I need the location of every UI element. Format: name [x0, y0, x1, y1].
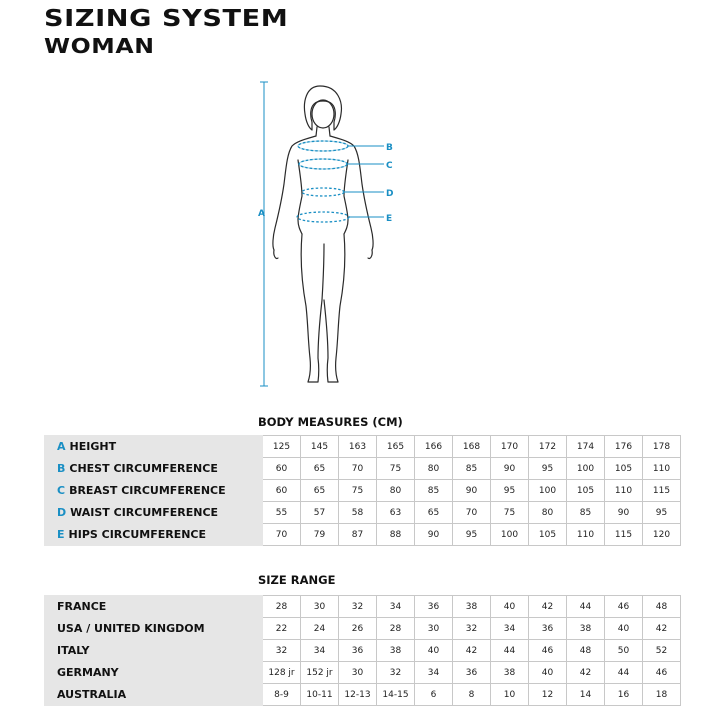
table-cell: 166	[415, 436, 453, 458]
table-cell: 95	[529, 458, 567, 480]
table-cell: 38	[377, 640, 415, 662]
table-cell: 165	[377, 436, 415, 458]
table-row	[45, 596, 681, 618]
table-cell: 95	[453, 524, 491, 546]
table-cell: 110	[567, 524, 605, 546]
table-cell: 88	[377, 524, 415, 546]
table-cell: 90	[605, 502, 643, 524]
row-label-text: BREAST CIRCUMFERENCE	[69, 484, 226, 497]
table-cell: 38	[453, 596, 491, 618]
table-row	[45, 458, 681, 480]
table-cell: 30	[301, 596, 339, 618]
row-label-text: GERMANY	[57, 666, 119, 679]
table-cell: 44	[605, 662, 643, 684]
table-cell: 176	[605, 436, 643, 458]
table-cell: 48	[643, 596, 681, 618]
letter-a-label: A	[258, 209, 265, 219]
table-cell: 178	[643, 436, 681, 458]
measure-letter: C	[57, 484, 66, 497]
table-cell: 168	[453, 436, 491, 458]
table-cell: 110	[605, 480, 643, 502]
table-cell: 65	[301, 480, 339, 502]
table-cell: 95	[643, 502, 681, 524]
table-cell: 90	[453, 480, 491, 502]
table-cell: 85	[567, 502, 605, 524]
table-cell: 90	[491, 458, 529, 480]
table-cell: 85	[453, 458, 491, 480]
table-cell: 36	[529, 618, 567, 640]
table-cell: 110	[643, 458, 681, 480]
measure-letter: A	[57, 440, 66, 453]
table-cell: 32	[453, 618, 491, 640]
table-cell: 60	[263, 480, 301, 502]
row-label	[45, 502, 263, 524]
table-cell: 12	[529, 684, 567, 706]
table-cell: 105	[567, 480, 605, 502]
table-cell: 50	[605, 640, 643, 662]
table-cell: 70	[339, 458, 377, 480]
table-row	[45, 640, 681, 662]
table-cell: 32	[339, 596, 377, 618]
table-cell: 174	[567, 436, 605, 458]
table-cell: 8	[453, 684, 491, 706]
table-cell: 22	[263, 618, 301, 640]
letter-e-label: E	[386, 214, 393, 224]
figure-head	[304, 86, 341, 130]
table-cell: 75	[491, 502, 529, 524]
measure-letter: B	[57, 462, 66, 475]
table-cell: 34	[301, 640, 339, 662]
row-label-text: USA / UNITED KINGDOM	[57, 622, 205, 635]
table-cell: 100	[567, 458, 605, 480]
table-cell: 18	[643, 684, 681, 706]
table-cell: 40	[415, 640, 453, 662]
table-row	[45, 662, 681, 684]
row-label	[45, 524, 263, 546]
table-cell: 170	[491, 436, 529, 458]
table-cell: 44	[567, 596, 605, 618]
table-cell: 30	[339, 662, 377, 684]
table-cell: 12-13	[339, 684, 377, 706]
row-label	[45, 684, 263, 706]
row-label-text: CHEST CIRCUMFERENCE	[69, 462, 218, 475]
table-cell: 26	[339, 618, 377, 640]
table-cell: 42	[643, 618, 681, 640]
table-cell: 46	[605, 596, 643, 618]
table-cell: 28	[263, 596, 301, 618]
table-cell: 172	[529, 436, 567, 458]
table-cell: 52	[643, 640, 681, 662]
table-cell: 48	[567, 640, 605, 662]
table-cell: 42	[453, 640, 491, 662]
table-cell: 36	[415, 596, 453, 618]
table-cell: 8-9	[263, 684, 301, 706]
row-label-text: AUSTRALIA	[57, 688, 127, 701]
row-label	[45, 480, 263, 502]
table-cell: 40	[529, 662, 567, 684]
table-cell: 38	[567, 618, 605, 640]
table-cell: 60	[263, 458, 301, 480]
row-label	[45, 618, 263, 640]
letter-b-label: B	[386, 143, 393, 153]
table-cell: 152 jr	[301, 662, 339, 684]
table-cell: 125	[263, 436, 301, 458]
table-cell: 28	[377, 618, 415, 640]
table-cell: 36	[339, 640, 377, 662]
table-cell: 115	[605, 524, 643, 546]
figure-torso	[273, 136, 373, 250]
table-cell: 14	[567, 684, 605, 706]
table-cell: 10-11	[301, 684, 339, 706]
table-row	[45, 480, 681, 502]
row-label	[45, 596, 263, 618]
table-cell: 65	[415, 502, 453, 524]
table-cell: 32	[377, 662, 415, 684]
table-row	[45, 502, 681, 524]
row-label-text: ITALY	[57, 644, 90, 657]
table-cell: 44	[491, 640, 529, 662]
size-range-heading: SIZE RANGE	[258, 573, 336, 587]
row-label	[45, 662, 263, 684]
table-cell: 34	[491, 618, 529, 640]
table-cell: 42	[529, 596, 567, 618]
table-cell: 70	[263, 524, 301, 546]
letter-c-label: C	[386, 161, 393, 171]
body-measures-heading: BODY MEASURES (CM)	[258, 415, 403, 429]
letter-d-label: D	[386, 189, 394, 199]
table-cell: 46	[529, 640, 567, 662]
table-cell: 80	[529, 502, 567, 524]
page-subtitle: WOMAN	[44, 34, 155, 58]
table-cell: 65	[301, 458, 339, 480]
table-cell: 55	[263, 502, 301, 524]
table-cell: 24	[301, 618, 339, 640]
table-cell: 120	[643, 524, 681, 546]
table-cell: 105	[529, 524, 567, 546]
table-cell: 75	[377, 458, 415, 480]
table-cell: 128 jr	[263, 662, 301, 684]
table-cell: 80	[415, 458, 453, 480]
table-cell: 36	[453, 662, 491, 684]
table-cell: 105	[605, 458, 643, 480]
row-label-text: FRANCE	[57, 600, 107, 613]
table-cell: 14-15	[377, 684, 415, 706]
table-cell: 34	[377, 596, 415, 618]
figure-legs	[301, 234, 345, 382]
table-cell: 85	[415, 480, 453, 502]
table-cell: 46	[643, 662, 681, 684]
table-cell: 79	[301, 524, 339, 546]
table-cell: 87	[339, 524, 377, 546]
table-cell: 38	[491, 662, 529, 684]
table-cell: 75	[339, 480, 377, 502]
figure-face	[312, 100, 334, 128]
size-range-table	[44, 595, 681, 706]
row-label-text: HIPS CIRCUMFERENCE	[68, 528, 207, 541]
table-cell: 100	[491, 524, 529, 546]
table-row	[45, 524, 681, 546]
table-cell: 163	[339, 436, 377, 458]
table-cell: 80	[377, 480, 415, 502]
row-label	[45, 436, 263, 458]
table-cell: 16	[605, 684, 643, 706]
row-label	[45, 640, 263, 662]
row-label-text: HEIGHT	[69, 440, 117, 453]
table-cell: 95	[491, 480, 529, 502]
table-cell: 145	[301, 436, 339, 458]
table-cell: 58	[339, 502, 377, 524]
table-row	[45, 436, 681, 458]
table-cell: 40	[605, 618, 643, 640]
measure-letter: E	[57, 528, 65, 541]
table-cell: 63	[377, 502, 415, 524]
row-label-text: WAIST CIRCUMFERENCE	[70, 506, 219, 519]
table-row	[45, 618, 681, 640]
page-title: SIZING SYSTEM	[44, 6, 289, 32]
table-cell: 32	[263, 640, 301, 662]
row-label	[45, 458, 263, 480]
body-figure-illustration	[240, 78, 440, 390]
table-cell: 100	[529, 480, 567, 502]
body-measures-table	[44, 435, 681, 546]
table-row	[45, 684, 681, 706]
table-cell: 40	[491, 596, 529, 618]
table-cell: 30	[415, 618, 453, 640]
table-cell: 70	[453, 502, 491, 524]
table-cell: 115	[643, 480, 681, 502]
table-cell: 57	[301, 502, 339, 524]
table-cell: 42	[567, 662, 605, 684]
table-cell: 6	[415, 684, 453, 706]
table-cell: 34	[415, 662, 453, 684]
table-cell: 90	[415, 524, 453, 546]
table-cell: 10	[491, 684, 529, 706]
measure-letter: D	[57, 506, 67, 519]
